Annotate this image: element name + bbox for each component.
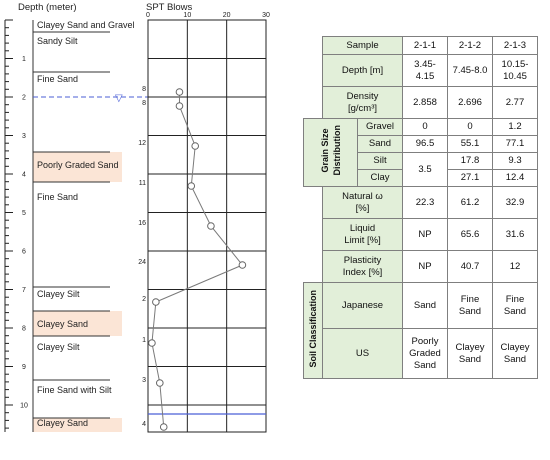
silt-value: 17.8	[448, 153, 493, 170]
depth-tick-label: 7	[22, 287, 26, 294]
soil-classification-label: Soil Classification	[308, 289, 318, 368]
depth-tick-label: 1	[22, 56, 26, 63]
natural-w-label: Natural ω [%]	[323, 187, 403, 219]
spt-data-point	[176, 89, 183, 96]
soil-properties-table	[303, 36, 538, 379]
density-value: 2.858	[403, 87, 448, 119]
gravel-value: 1.2	[493, 119, 538, 136]
table-row	[304, 187, 538, 219]
natural-w-value: 32.9	[493, 187, 538, 219]
spt-x-tick-labels	[146, 12, 270, 19]
depth-ruler-labels	[20, 56, 28, 410]
spt-plot-frame	[148, 20, 266, 432]
table-row	[304, 37, 538, 55]
spt-data-point	[153, 299, 160, 306]
spt-value-label: 1	[142, 337, 146, 344]
depth-tick-label: 3	[22, 133, 26, 140]
table-row	[304, 119, 538, 136]
depth-tick-label: 6	[22, 248, 26, 256]
grain-size-label: Grain Size Distribution	[319, 125, 342, 176]
spt-data-point	[176, 103, 183, 110]
us-value: Poorly Graded Sand	[403, 329, 448, 379]
natural-w-value: 22.3	[403, 187, 448, 219]
spt-data-point	[239, 262, 246, 269]
sample-header: Sample	[323, 37, 403, 55]
spt-value-label: 24	[138, 259, 146, 266]
spt-grid	[148, 20, 266, 432]
spt-data-point	[160, 424, 167, 431]
spt-points	[149, 89, 246, 431]
density-row-label: Density [g/cm³]	[323, 87, 403, 119]
spt-value-label: 11	[138, 180, 146, 187]
table-row	[304, 251, 538, 283]
table-row	[304, 219, 538, 251]
spt-tick-label: 0	[146, 12, 150, 19]
spt-tick-label: 30	[262, 12, 270, 19]
layer-label: Poorly Graded Sand	[37, 160, 119, 170]
gravel-value: 0	[403, 119, 448, 136]
spt-value-label: 3	[142, 377, 146, 384]
us-label: US	[323, 329, 403, 379]
spt-data-point	[192, 143, 199, 150]
clay-value: 12.4	[493, 170, 538, 187]
spt-value-label: 8	[142, 100, 146, 107]
natural-w-value: 61.2	[448, 187, 493, 219]
layer-label: Clayey Silt	[37, 289, 80, 299]
sand-value: 77.1	[493, 136, 538, 153]
layer-label: Clayey Silt	[37, 342, 80, 352]
sample-id: 2-1-2	[448, 37, 493, 55]
table-row	[304, 87, 538, 119]
spt-value-label: 4	[142, 421, 146, 428]
density-value: 2.696	[448, 87, 493, 119]
layer-boundaries	[33, 32, 110, 418]
spt-header: SPT Blows	[146, 2, 193, 13]
depth-tick-label: 5	[22, 210, 26, 217]
depth-row-label: Depth [m]	[323, 55, 403, 87]
liquid-limit-value: 31.6	[493, 219, 538, 251]
spt-value-label: 8	[142, 86, 146, 93]
japanese-label: Japanese	[323, 283, 403, 329]
spt-tick-label: 20	[222, 12, 231, 19]
depth-value: 10.15- 10.45	[493, 55, 538, 87]
silt-clay-value: 3.5	[403, 153, 448, 187]
layer-label: Clayey Sand	[37, 319, 89, 329]
layer-label: Fine Sand with Silt	[37, 385, 112, 395]
layer-label: Clayey Sand and Gravel	[37, 20, 135, 30]
spt-value-label: 12	[138, 140, 146, 147]
gravel-value: 0	[448, 119, 493, 136]
layer-label: Fine Sand	[37, 74, 79, 84]
table-row	[304, 55, 538, 87]
plasticity-value: NP	[403, 251, 448, 283]
liquid-limit-value: NP	[403, 219, 448, 251]
spt-data-point	[149, 340, 156, 347]
sand-label: Sand	[358, 136, 403, 153]
groundwater-symbol: ▽	[115, 93, 123, 104]
gravel-label: Gravel	[358, 119, 403, 136]
depth-header: Depth (meter)	[18, 2, 77, 13]
depth-tick-label: 9	[22, 364, 26, 371]
density-value: 2.77	[493, 87, 538, 119]
depth-tick-label: 4	[22, 171, 26, 179]
spt-value-label: 16	[138, 220, 146, 227]
sample-id: 2-1-3	[493, 37, 538, 55]
depth-tick-label: 10	[20, 402, 28, 410]
depth-tick-label: 8	[22, 325, 26, 333]
japanese-value: Sand	[403, 283, 448, 329]
spt-tick-label: 10	[183, 12, 192, 19]
spt-data-point	[157, 380, 164, 387]
clay-label: Clay	[358, 170, 403, 187]
liquid-limit-label: Liquid Limit [%]	[323, 219, 403, 251]
spt-value-labels	[138, 86, 146, 428]
silt-value: 9.3	[493, 153, 538, 170]
japanese-value: Fine Sand	[448, 283, 493, 329]
layer-label: Fine Sand	[37, 192, 79, 202]
spt-value-label: 2	[142, 296, 146, 303]
layer-labels	[37, 20, 135, 428]
sample-id: 2-1-1	[403, 37, 448, 55]
spt-data-point	[188, 183, 195, 190]
depth-value: 7.45-8.0	[448, 55, 493, 87]
table-row	[304, 283, 538, 329]
layer-label: Sandy Silt	[37, 36, 78, 46]
spt-data-point	[208, 223, 215, 230]
sand-value: 96.5	[403, 136, 448, 153]
liquid-limit-value: 65.6	[448, 219, 493, 251]
japanese-value: Fine Sand	[493, 283, 538, 329]
depth-ruler-ticks	[5, 20, 13, 428]
plasticity-value: 12	[493, 251, 538, 283]
plasticity-value: 40.7	[448, 251, 493, 283]
depth-value: 3.45- 4.15	[403, 55, 448, 87]
clay-value: 27.1	[448, 170, 493, 187]
spt-series-line	[152, 92, 242, 427]
us-value: Clayey Sand	[448, 329, 493, 379]
depth-tick-label: 2	[22, 94, 26, 102]
sand-value: 55.1	[448, 136, 493, 153]
silt-label: Silt	[358, 153, 403, 170]
layer-label: Clayey Sand	[37, 418, 89, 428]
table-row	[304, 329, 538, 379]
us-value: Clayey Sand	[493, 329, 538, 379]
plasticity-label: Plasticity Index [%]	[323, 251, 403, 283]
